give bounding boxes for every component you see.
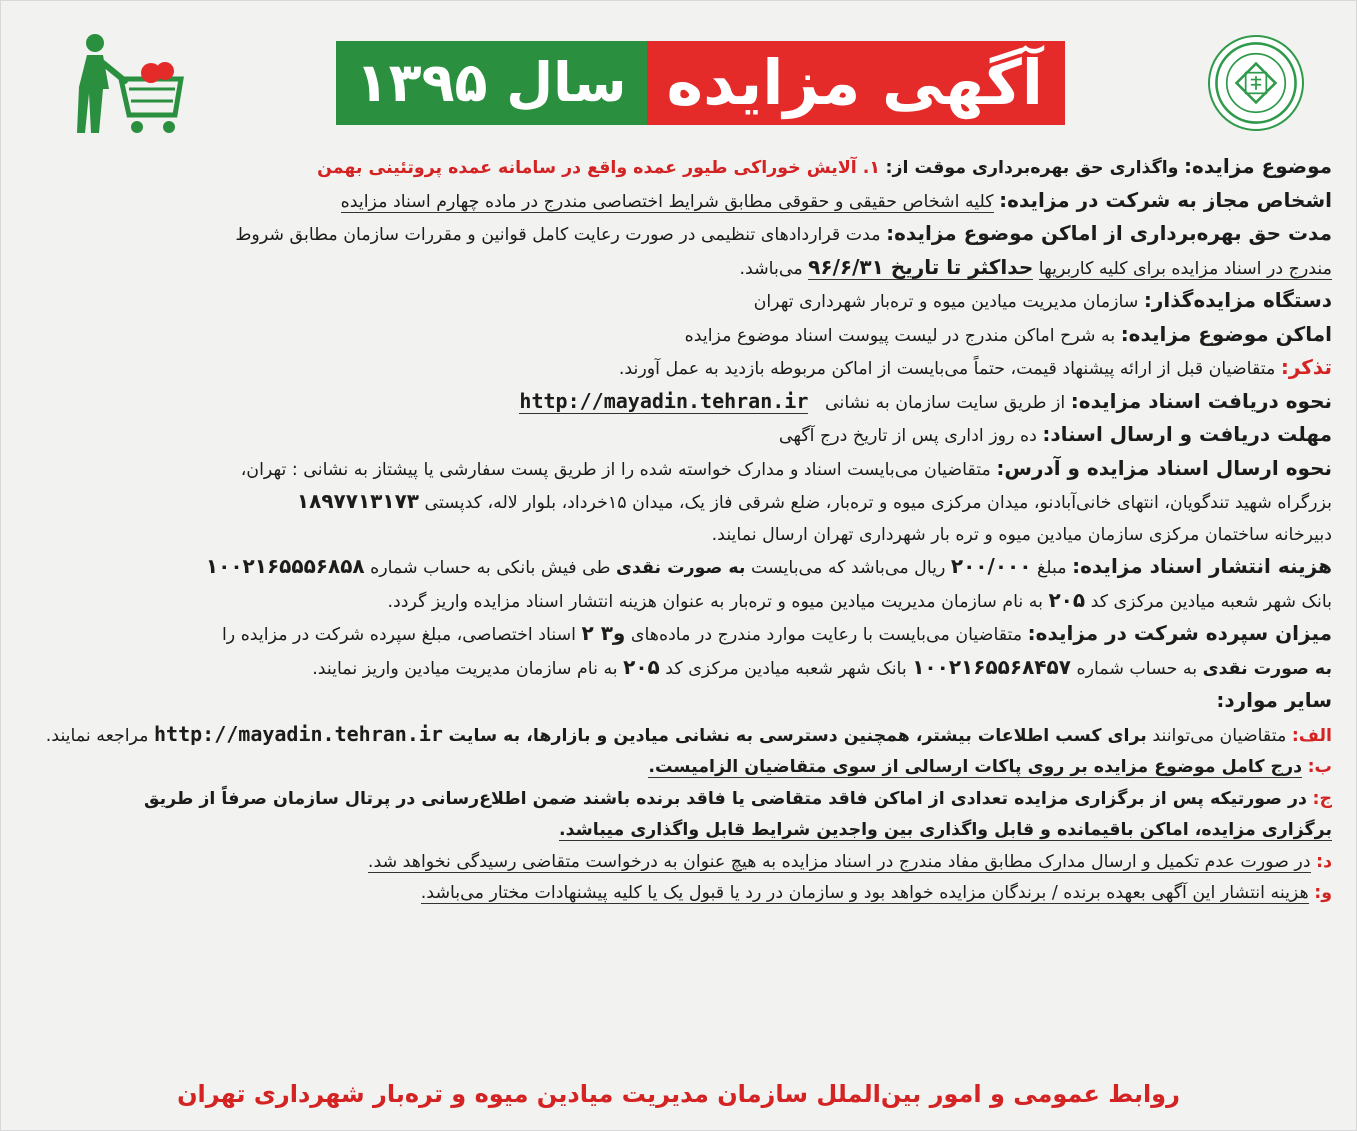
deposit-account: ۱۰۰۲۱۶۵۵۶۸۴۵۷ bbox=[912, 654, 1071, 679]
duration-text: مدت قراردادهای تنظیمی در صورت رعایت کامل قوانین و مقررات سازمان مطابق شروط bbox=[235, 225, 881, 245]
deposit-text-a: متقاضیان می‌بایست با رعایت موارد مندرج در ماده‌های bbox=[630, 625, 1023, 645]
deposit-branch: ۲۰۵ bbox=[623, 654, 660, 679]
other-label: سایر موارد: bbox=[1216, 688, 1332, 712]
municipality-logo bbox=[1208, 35, 1304, 131]
website-link[interactable]: http://mayadin.tehran.ir bbox=[519, 388, 809, 413]
auctioneer-label: دستگاه مزایده‌گذار: bbox=[1143, 288, 1332, 312]
auctioneer-row bbox=[29, 285, 1332, 319]
item-jim-label: ج: bbox=[1312, 788, 1332, 809]
deposit-articles: ۲ و۳ bbox=[581, 621, 626, 645]
item-jim bbox=[29, 784, 1332, 816]
fee-text-c: طی فیش بانکی به حساب شماره bbox=[370, 558, 611, 578]
send-docs-text: متقاضیان می‌بایست اسناد و مدارک خواسته شده را از طریق پست سفارشی یا پیشتاز به نشانی : تهران، bbox=[240, 459, 991, 480]
postal-code: ۱۸۹۷۷۱۳۱۷۳ bbox=[296, 489, 419, 513]
deposit-text-c: به حساب شماره bbox=[1076, 658, 1198, 679]
deposit-text-b: اسناد اختصاصی، مبلغ سپرده شرکت در مزایده را bbox=[221, 625, 576, 645]
item-alef-text: متقاضیان می‌توانند bbox=[1152, 725, 1287, 746]
logo-emblem-icon bbox=[1213, 40, 1299, 126]
reminder-row bbox=[29, 352, 1332, 386]
fee-amount: ۲۰۰/۰۰۰ bbox=[950, 554, 1032, 578]
item-vav-text: هزینه انتشار این آگهی بعهده برنده / برندگان مزایده خواهد بود و سازمان در رد یا قبول یک یا کلیه پیشنهادات مختار می‌باشد. bbox=[420, 883, 1309, 903]
item-alef-link[interactable]: http://mayadin.tehran.ir bbox=[153, 721, 443, 746]
fee-row bbox=[29, 551, 1332, 585]
fee-text-d: به نام سازمان مدیریت میادین میوه و تره‌بار به عنوان هزینه انتشار اسناد مزایده واریز گردد. bbox=[387, 591, 1043, 612]
fee-text-b: ریال می‌باشد که می‌بایست bbox=[750, 558, 946, 578]
subject-row bbox=[29, 151, 1332, 185]
item-be bbox=[29, 752, 1332, 784]
send-docs-row-2 bbox=[29, 486, 1332, 520]
title-banner bbox=[335, 41, 1065, 125]
fee-row-2 bbox=[29, 585, 1332, 619]
item-alef-label: الف: bbox=[1291, 725, 1332, 746]
item-alef bbox=[29, 719, 1332, 753]
header bbox=[19, 1, 1338, 141]
fee-branch: ۲۰۵ bbox=[1048, 587, 1086, 612]
receive-docs-label: نحوه دریافت اسناد مزایده: bbox=[1070, 388, 1332, 413]
fee-cash: به صورت نقدی bbox=[616, 558, 746, 578]
duration-text-2: مندرج در اسناد مزایده برای کلیه کاربریها bbox=[1038, 258, 1332, 279]
places-row bbox=[29, 319, 1332, 353]
secretariat-text: دبیرخانه ساختمان مرکزی سازمان میادین میوه و تره بار شهرداری تهران ارسال نمایند. bbox=[711, 524, 1332, 545]
deposit-row-2 bbox=[29, 652, 1332, 686]
subject-label: موضوع مزایده: bbox=[1184, 154, 1332, 178]
item-alef-end: مراجعه نمایند. bbox=[45, 725, 149, 746]
fee-bank: بانک شهر شعبه میادین مرکزی کد bbox=[1090, 591, 1332, 612]
receive-docs-text: از طریق سایت سازمان به نشانی bbox=[824, 392, 1066, 413]
eligible-text: کلیه اشخاص حقیقی و حقوقی مطابق شرایط اختصاصی مندرج در ماده چهارم اسناد مزایده bbox=[340, 191, 994, 212]
address-text: بزرگراه شهید تندگویان، انتهای خانی‌آبادنو، میدان مرکزی میوه و تره‌بار، ضلع شرقی فاز یک، میدان ۱۵خرداد، بلوار لاله، کدپستی bbox=[424, 493, 1332, 513]
send-docs-label: نحوه ارسال اسناد مزایده و آدرس: bbox=[996, 455, 1332, 480]
shopping-cart-icon bbox=[59, 29, 189, 139]
deposit-cash: به صورت نقدی bbox=[1202, 658, 1332, 679]
fee-text-a: مبلغ bbox=[1036, 558, 1067, 578]
duration-end: می‌باشد. bbox=[739, 258, 803, 279]
other-row bbox=[29, 685, 1332, 719]
subject-lead: واگذاری حق بهره‌برداری موقت از: bbox=[885, 158, 1179, 178]
eligible-row bbox=[29, 185, 1332, 219]
footer-credit: روابط عمومی و امور بین‌الملل سازمان مدیریت میادین میوه و تره‌بار شهرداری تهران bbox=[177, 1080, 1180, 1108]
subject-item: ۱. آلایش خوراکی طیور عمده واقع در سامانه عمده پروتئینی بهمن bbox=[317, 158, 881, 178]
fee-label: هزینه انتشار اسناد مزایده: bbox=[1072, 554, 1332, 578]
item-jim-text-2: برگزاری مزایده، اماکن باقیمانده و قابل واگذاری بین واجدین شرایط قابل واگذاری میباشد. bbox=[559, 820, 1332, 840]
eligible-label: اشخاص مجاز به شرکت در مزایده: bbox=[999, 187, 1332, 212]
reminder-label: تذکر: bbox=[1280, 355, 1332, 379]
auctioneer-text: سازمان مدیریت میادین میوه و تره‌بار شهرداری تهران bbox=[753, 292, 1139, 312]
send-docs-row bbox=[29, 453, 1332, 487]
item-alef-bold: برای کسب اطلاعات بیشتر، همچنین دسترسی به نشانی میادین و بازارها، به سایت bbox=[448, 725, 1147, 746]
duration-label: مدت حق بهره‌برداری از اماکن موضوع مزایده: bbox=[886, 221, 1332, 245]
item-vav-label: و: bbox=[1314, 883, 1332, 903]
places-text: به شرح اماکن مندرج در لیست پیوست اسناد موضوع مزایده bbox=[684, 325, 1116, 346]
item-dal bbox=[29, 847, 1332, 879]
deadline-text: ده روز اداری پس از تاریخ درج آگهی bbox=[778, 426, 1037, 446]
item-jim-text: در صورتیکه پس از برگزاری مزایده تعدادی از اماکن فاقد متقاضی یا فاقد برنده باشند ضمن اطلاع‌رسانی در پرتال سازمان صرفاً از طریق bbox=[143, 788, 1307, 809]
deposit-row bbox=[29, 618, 1332, 652]
places-label: اماکن موضوع مزایده: bbox=[1120, 321, 1332, 346]
item-dal-text: در صورت عدم تکمیل و ارسال مدارک مطابق مفاد مندرج در اسناد مزایده به هیچ عنوان به درخواست متقاضی رسیدگی نخواهد شد. bbox=[367, 851, 1311, 872]
deposit-bank: بانک شهر شعبه میادین مرکزی کد bbox=[665, 658, 907, 679]
item-vav bbox=[29, 878, 1332, 910]
fee-account: ۱۰۰۲۱۶۵۵۵۶۸۵۸ bbox=[205, 554, 365, 578]
duration-row bbox=[29, 218, 1332, 252]
deposit-text-d: به نام سازمان مدیریت میادین واریز نمایند. bbox=[312, 658, 618, 679]
notice-body bbox=[29, 151, 1332, 910]
reminder-text: متقاضیان قبل از ارائه پیشنهاد قیمت، حتماً می‌بایست از اماکن مربوطه بازدید به عمل آورند. bbox=[618, 359, 1276, 379]
year-label: سال ۱۳۹۵ bbox=[336, 41, 647, 125]
send-docs-row-3 bbox=[29, 520, 1332, 552]
duration-deadline: حداکثر تا تاریخ ۹۶/۶/۳۱ bbox=[808, 254, 1034, 279]
duration-row-2 bbox=[29, 252, 1332, 286]
deposit-label: میزان سپرده شرکت در مزایده: bbox=[1027, 621, 1332, 645]
receive-docs-row bbox=[29, 386, 1332, 420]
notice-title: آگهی مزایده bbox=[647, 41, 1065, 125]
item-jim-2 bbox=[29, 815, 1332, 847]
item-be-label: ب: bbox=[1307, 757, 1332, 777]
item-be-text: درج کامل موضوع مزایده بر روی پاکات ارسالی از سوی متقاضیان الزامیست. bbox=[648, 757, 1303, 777]
item-dal-label: د: bbox=[1316, 851, 1332, 872]
deadline-label: مهلت دریافت و ارسال اسناد: bbox=[1042, 422, 1332, 446]
deadline-row bbox=[29, 419, 1332, 453]
